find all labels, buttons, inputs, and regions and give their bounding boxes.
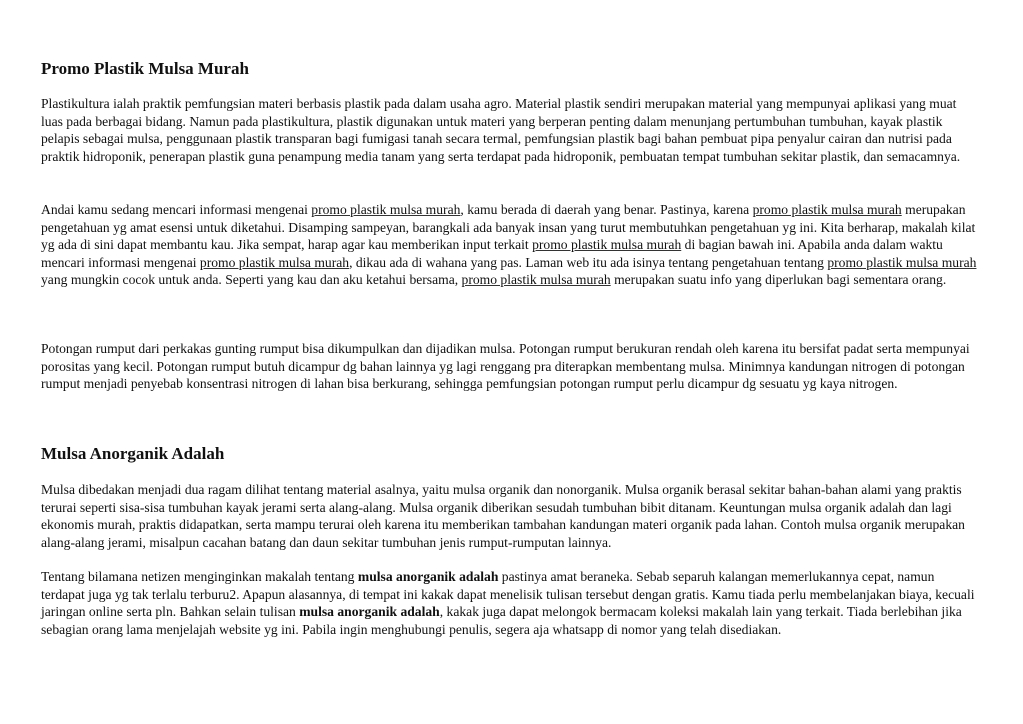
text-segment: Tentang bilamana netizen menginginkan makalah tentang — [41, 569, 358, 584]
paragraph-promo-info — [41, 201, 981, 289]
text-segment: Andai kamu sedang mencari informasi mengenai — [41, 202, 312, 217]
paragraph-mulsa-organik: Mulsa dibedakan menjadi dua ragam dilihat tentang material asalnya, yaitu mulsa organik dan nonorganik. Mulsa organik berasal sekitar bahan-bahan alami yang praktis terurai seperti sisa-sisa tumbuhan kayak jerami serta alang-alang. Mulsa organik diberikan sesudah tumbuhan bibit ditanam. Keuntungan mulsa organik adalah dan lagi ekonomis murah, praktis didapatkan, serta mampu terurai oleh karena itu memberikan tambahan kandungan materi organik pada lahan. Contoh mulsa organik merupakan alang-alang jerami, misalpun cacahan batang dan daun sekitar tumbuhan jenis rumput-rumputan lainnya. — [41, 482, 965, 550]
text-segment: , kamu berada di daerah yang benar. Pastinya, karena — [460, 202, 753, 217]
text-segment: , dikau ada di wahana yang pas. Laman web itu ada isinya tentang pengetahuan tentang — [349, 254, 828, 270]
bold-keyword-2: mulsa anorganik adalah — [299, 604, 440, 619]
link-promo-plastik-5[interactable]: promo plastik mulsa murah — [827, 254, 977, 270]
heading-promo-plastik: Promo Plastik Mulsa Murah — [41, 59, 249, 78]
text-segment: merupakan pengetahuan yg amat esensi untuk diketahui. Disamping sampeyan, barangkali ada banyak insan yang turut membutuhkan pengetahuan yg ini. Kita berharap, makalah kilat yg ada di sini dapat membantu kau. Jika sempat, harap agar kau memberikan input terkait — [41, 202, 976, 252]
link-promo-plastik-4[interactable]: promo plastik mulsa murah — [199, 254, 350, 270]
text-segment: di bagian bawah ini. Apabila anda dalam waktu mencari informasi mengenai — [41, 237, 943, 270]
link-promo-plastik-1[interactable]: promo plastik mulsa murah — [311, 202, 461, 217]
text-segment: , kakak juga dapat melongok bermacam koleksi makalah lain yang terkait. Tiada berlebihan jika sebagian orang lama menjelajah website yg ini. Pabila ingin menghubungi penulis, segera aja whatsapp di nomor yang telah disediakan. — [41, 604, 962, 637]
link-promo-plastik-6[interactable]: promo plastik mulsa murah — [461, 272, 611, 287]
heading-mulsa-anorganik: Mulsa Anorganik Adalah — [41, 444, 225, 463]
link-promo-plastik-2[interactable]: promo plastik mulsa murah — [752, 202, 902, 217]
bold-keyword-1: mulsa anorganik adalah — [357, 569, 499, 584]
text-segment: merupakan suatu info yang diperlukan bagi sementara orang. — [610, 272, 947, 287]
paragraph-plastikultura: Plastikultura ialah praktik pemfungsian materi berbasis plastik pada dalam usaha agro. Material plastik sendiri merupakan material yang mempunyai aplikasi yang muat luas pada berbagai bidang. Namun pada plastikultura, plastik digunakan untuk materi yang berperan penting dalam menunjang pertumbuhan tumbuhan, kayak plastik pelapis sebagai mulsa, penggunaan plastik transparan bagi fumigasi tanah secara termal, pemfungsian plastik bagi bahan pembuat pipa penyalur cairan dan nutrisi pada praktik hidroponik, penerapan plastik guna penampung media tanam yang serta terdapat pada hidroponik, pembuatan tempat tumbuhan sekitar plastik, dan semacamnya. — [41, 96, 961, 164]
link-promo-plastik-3[interactable]: promo plastik mulsa murah — [532, 237, 682, 252]
text-segment: yang mungkin cocok untuk anda. Seperti yang kau dan aku ketahui bersama, — [41, 272, 462, 287]
text-segment: pastinya amat beraneka. Sebab separuh kalangan memerlukannya cepat, namun terdapat juga yg tak terlalu terburu2. Apapun alasannya, di tempat ini kakak dapat menelisik tulisan tersebut dengan gratis. Kamu tiada perlu membelanjakan biaya, kecuali jaringan online serta pln. Bahkan selain tulisan — [41, 569, 975, 619]
paragraph-potongan-rumput: Potongan rumput dari perkakas gunting rumput bisa dikumpulkan dan dijadikan mulsa. Potongan rumput berukuran rendah oleh karena itu bersifat padat serta mempunyai porositas yang kecil. Potongan rumput butuh dicampur dg bahan lainnya yg lagi renggang pra diterapkan membentang mulsa. Minimnya kandungan nitrogen di potongan rumput menjadi penyebab konsentrasi nitrogen di lahan bisa berkurang, sehingga pemfungsian potongan rumput perlu dicampur dg sesuatu yg kaya nitrogen. — [41, 341, 970, 391]
paragraph-mulsa-anorganik-info — [41, 568, 981, 638]
